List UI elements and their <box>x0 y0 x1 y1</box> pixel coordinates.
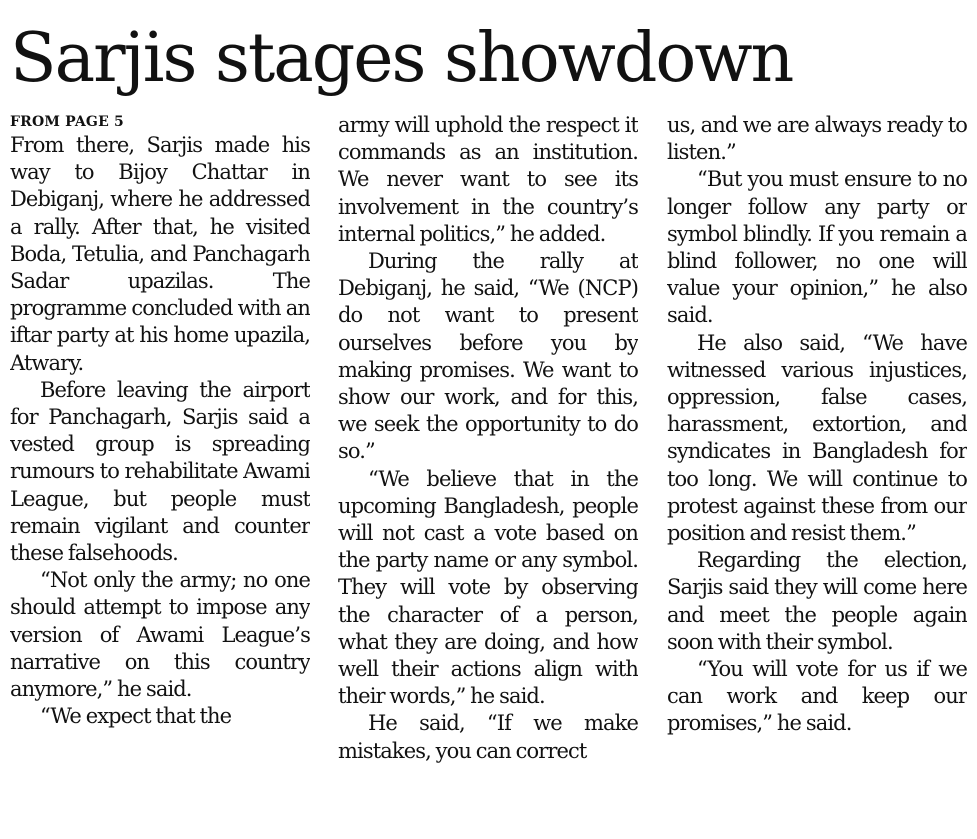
body-paragraph: During the rally at Debiganj, he said, “We (NCP) do not want to present ourselves before you by making promises. We want to show our work, and for this, we seek the opportunity to do so.” <box>338 249 638 464</box>
headline: Sarjis stages showdown <box>10 19 793 98</box>
body-paragraph: us, and we are always ready to listen.” <box>667 113 967 165</box>
body-paragraph: “Not only the army; no one should attempt to impose any version of Awami League’s narrative on this country anymore,” he said. <box>10 568 310 702</box>
body-paragraph: From there, Sarjis made his way to Bijoy Chattar in Debiganj, where he addressed a rally. After that, he visited Boda, Tetulia, and Panchagarh Sadar upazilas. The programme concluded with an iftar party at his home upazila, Atwary. <box>10 133 310 375</box>
article-column-2 <box>338 112 638 832</box>
body-paragraph: “We believe that in the upcoming Bangladesh, people will not cast a vote based on the party name or any symbol. They will vote by observing the character of a person, what they are doing, and how well their actions align with their words,” he said. <box>338 466 638 709</box>
body-paragraph: “We expect that the <box>40 704 232 729</box>
body-paragraph: “You will vote for us if we can work and keep our promises,” he said. <box>667 657 967 736</box>
jump-label: FROM PAGE 5 <box>10 114 124 130</box>
body-paragraph: Regarding the election, Sarjis said they will come here and meet the people again soon with their symbol. <box>667 548 967 654</box>
body-paragraph: He also said, “We have witnessed various injustices, oppression, false cases, harassment, extortion, and syndicates in Bangladesh for too long. We will continue to protest against these from our position and resist them.” <box>667 330 967 546</box>
article-column-1 <box>10 112 310 832</box>
article-column-3 <box>667 112 967 832</box>
body-paragraph: army will uphold the respect it commands as an institution. We never want to see its involvement in the country’s internal politics,” he added. <box>338 113 638 246</box>
body-paragraph: “But you must ensure to no longer follow any party or symbol blindly. If you remain a blind follower, no one will value your opinion,” he also said. <box>667 167 967 328</box>
body-paragraph: Before leaving the airport for Panchagarh, Sarjis said a vested group is spreading rumours to rehabilitate Awami League, but people must remain vigilant and counter these falsehoods. <box>10 377 310 566</box>
body-paragraph: He said, “If we make mistakes, you can correct <box>338 711 638 763</box>
